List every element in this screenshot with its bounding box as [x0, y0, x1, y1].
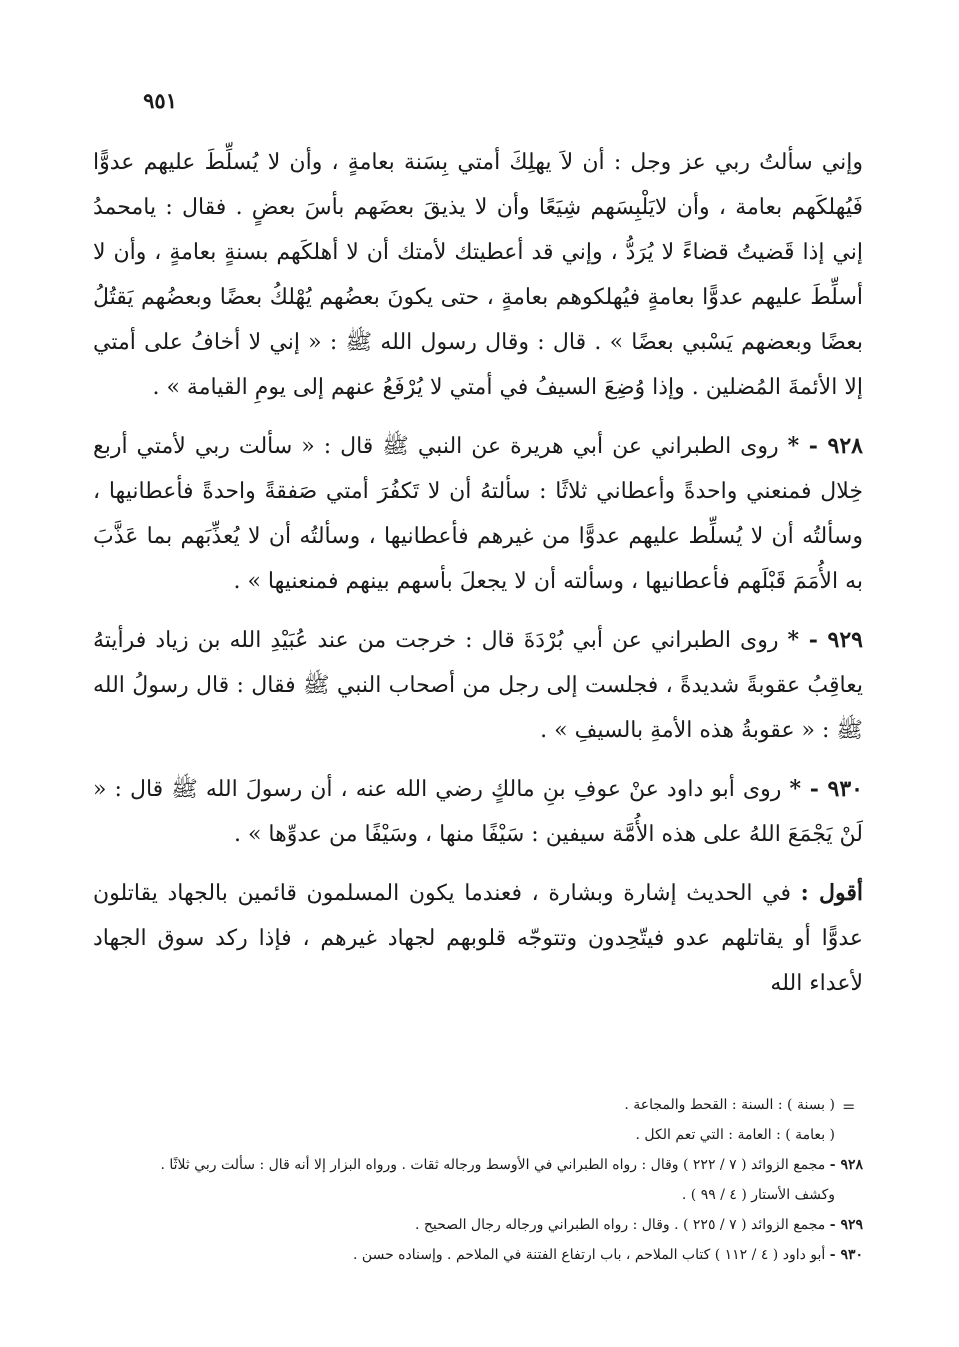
- footnote-line: ( بعامة ) : العامة : التي تعم الكل .: [635, 1127, 835, 1143]
- hadith-text: روى أبو داود عنْ عوفِ بنِ مالكٍ رضي الله عنه ، أن رسولَ الله ﷺ قال : « لَنْ يَجْمَعَ اللهُ على هذه الأُمَّة سيفين : سَيْفًا منها ، وسَيْفًا من عدوِّها » .: [93, 777, 863, 847]
- paragraph-hadith-929: [93, 618, 863, 753]
- hadith-text: روى الطبراني عن أبي هريرة عن النبي ﷺ قال : « سألت ربي لأمتي أربع خِلال فمنعني واحدةً وأعطاني ثلاثًا : سألتهُ أن لا تَكفُرَ أمتي صَفقةً واحدةً فأعطانيها ، وسألتُه أن لا يُسلِّط عليهم عدوًّا من غيرهم فأعطانيها ، وسألتُه أن لا يُعذِّبَهم بما عَذَّبَ به الأُمَمَ قَبْلَهم فأعطانيها ، وسألته أن لا يجعلَ بأسهم بينهم فمنعنيها » .: [93, 434, 863, 594]
- paragraph-hadith-930: [93, 767, 863, 857]
- footnote-text: مجمع الزوائد ( ٧ / ٢٢٥ ) . وقال : رواه الطبراني ورجاله رجال الصحيح .: [414, 1217, 826, 1233]
- footnote-number: ٩٣٠ -: [829, 1247, 863, 1263]
- commentary-text: في الحديث إشارة وبشارة ، فعندما يكون المسلمون قائمين بالجهاد يقاتلون عدوًّا أو يقاتلهم عدو فيتّحِدون وتتوجّه قلوبهم لجهاد غيرهم ، فإذا ركد سوق الجهاد لأعداء الله: [93, 881, 863, 996]
- footnote-number: ٩٢٩ -: [829, 1217, 863, 1233]
- paragraph-hadith-continuation: وإني سألتُ ربي عز وجل : أن لاَ يهلِكَ أمتي بِسَنة بعامةٍ ، وأن لا يُسلِّطَ عليهم عدوًّا فَيُهلكَهم بعامة ، وأن لايَلْبِسَهم شِيَعًا وأن لا يذيقَ بعضَهم بأسَ بعضٍ . فقال : يامحمدُ إني إذا قَضيتُ قضاءً لا يُرَدُّ ، وإني قد أعطيتك لأمتك أن لا أهلكَهم بسنةٍ بعامةٍ ، وأن لا أسلِّطَ عليهم عدوًّا بعامةٍ فيُهلكوهم بعامةٍ ، حتى يكونَ بعضُهم يُهْلكُ بعضًا وبعضُهم يَقتُلُ بعضًا وبعضهم يَسْبي بعضًا » . قال : وقال رسول الله ﷺ : « إني لا أخافُ على أمتي إلا الأئمةَ المُضلين . وإذا وُضِعَ السيفُ في أمتي لا يُرْفَعُ عنهم إلى يومِ القيامة » .: [93, 150, 863, 400]
- main-text: [93, 140, 863, 1020]
- hadith-number: ٩٢٩ - *: [787, 627, 863, 653]
- footnote-separator: =: [842, 1097, 856, 1116]
- footnote-line: وكشف الأستار ( ٤ / ٩٩ ) .: [681, 1187, 835, 1203]
- footnote-number: ٩٢٨ -: [829, 1157, 863, 1173]
- footnote-text: مجمع الزوائد ( ٧ / ٢٢٢ ) وقال : رواه الطبراني في الأوسط ورجاله ثقات . ورواه البزار إلا أنه قال : سألت ربي ثلاثًا .: [160, 1157, 826, 1173]
- paragraph-hadith-928: [93, 424, 863, 604]
- commentary-lead: أقول :: [800, 880, 863, 906]
- footnote-line: ( بسنة ) : السنة : القحط والمجاعة .: [624, 1097, 835, 1113]
- hadith-number: ٩٢٨ - *: [787, 433, 863, 459]
- paragraph-commentary: [93, 871, 863, 1006]
- footnote-line: [93, 1150, 863, 1180]
- footnote-line: [93, 1240, 863, 1270]
- footnotes: [93, 1090, 863, 1270]
- footnote-line: [93, 1210, 863, 1240]
- footnote-text: أبو داود ( ٤ / ١١٢ ) كتاب الملاحم ، باب ارتفاع الفتنة في الملاحم . وإسناده حسن .: [353, 1247, 826, 1263]
- hadith-number: ٩٣٠ - *: [789, 776, 863, 802]
- hadith-text: روى الطبراني عن أبي بُرْدَةَ قال : خرجت من عند عُبَيْدِ الله بن زياد فرأيتهُ يعاقِبُ عقوبةً شديدةً ، فجلست إلى رجل من أصحاب النبي ﷺ فقال : قال رسولُ الله ﷺ : « عقوبةُ هذه الأمةِ بالسيفِ » .: [93, 628, 863, 743]
- page-number: ٩٥١: [143, 88, 177, 113]
